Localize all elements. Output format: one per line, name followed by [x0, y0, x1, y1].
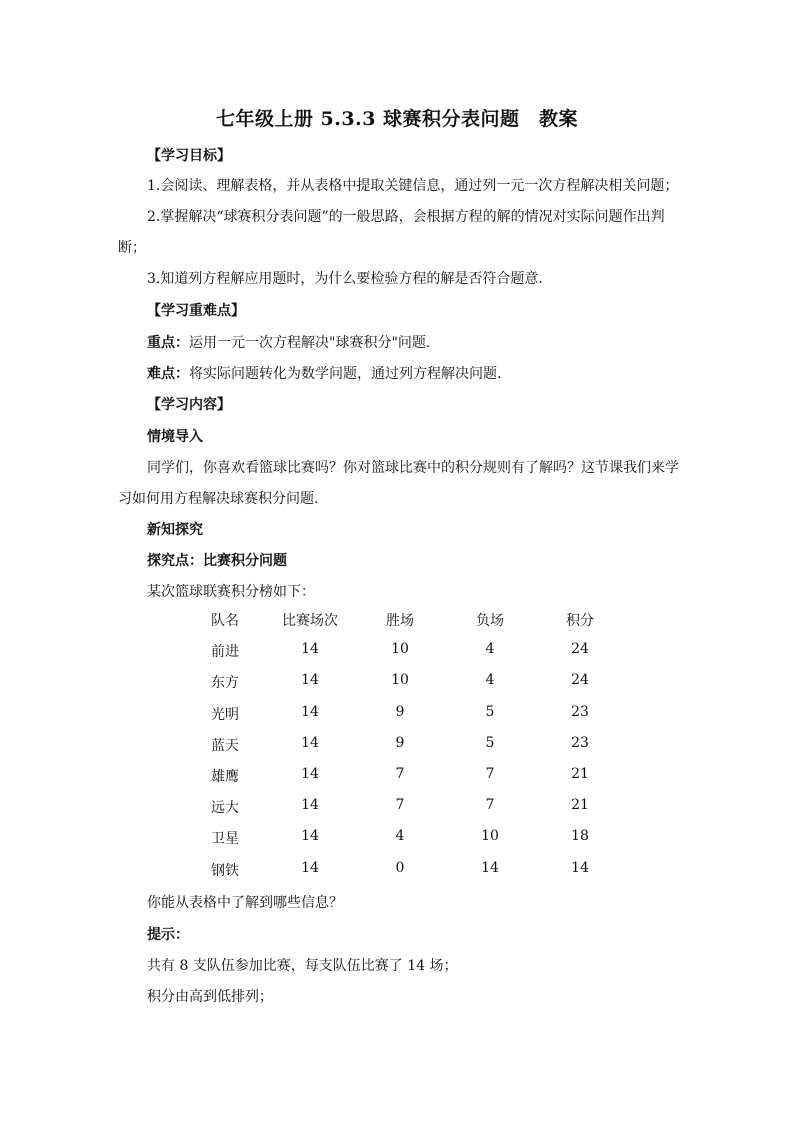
objective-2-line-2: 断； [118, 240, 146, 256]
cell-games: 14 [301, 672, 319, 689]
table-row [200, 635, 620, 666]
objective-2-line-1: 2.掌握解决“球赛积分表问题”的一般思路，会根据方程的解的情况对实际问题作出判 [147, 209, 665, 225]
cell-team: 远大 [211, 800, 239, 817]
header-games: 比赛场次 [282, 613, 338, 629]
hint-1: 共有 8 支队伍参加比赛，每支队伍比赛了 14 场； [147, 958, 458, 974]
keypoint-label: 重点： [147, 335, 189, 351]
table-header-row [200, 604, 620, 635]
table-intro: 某次篮球联赛积分榜如下： [147, 584, 315, 600]
hint-2: 积分由高到低排列； [147, 989, 273, 1005]
table-row [200, 729, 620, 760]
cell-losses: 7 [485, 765, 495, 782]
cell-wins: 10 [391, 672, 409, 689]
cell-games: 14 [301, 703, 319, 720]
cell-points: 21 [571, 765, 589, 782]
cell-games: 14 [301, 828, 319, 845]
header-losses: 负场 [476, 613, 504, 629]
cell-wins: 7 [395, 797, 405, 814]
table-row [200, 760, 620, 791]
intro-line-1: 同学们，你喜欢看篮球比赛吗？你对篮球比赛中的积分规则有了解吗？这节课我们来学 [147, 460, 679, 476]
keypoint [147, 333, 430, 353]
difficulty-label: 难点： [147, 366, 189, 382]
cell-losses: 4 [485, 641, 495, 658]
objective-1: 1.会阅读、理解表格，并从表格中提取关键信息，通过列一元一次方程解决相关问题； [147, 178, 679, 194]
header-points: 积分 [566, 613, 594, 629]
cell-games: 14 [301, 641, 319, 658]
difficulty-text: 将实际问题转化为数学问题，通过列方程解决问题. [189, 366, 502, 382]
cell-losses: 5 [485, 703, 495, 720]
cell-losses: 5 [485, 734, 495, 751]
cell-points: 23 [571, 734, 589, 751]
cell-losses: 14 [481, 859, 499, 876]
section-content-heading: 【学习内容】 [147, 397, 231, 413]
question-text: 你能从表格中了解到哪些信息？ [147, 895, 343, 911]
table-row [200, 822, 620, 853]
cell-points: 24 [571, 672, 589, 689]
intro-line-2: 习如何用方程解决球赛积分问题. [118, 491, 319, 507]
new-knowledge-heading: 新知探究 [147, 522, 203, 538]
cell-losses: 7 [485, 797, 495, 814]
cell-points: 18 [571, 828, 589, 845]
cell-losses: 10 [481, 828, 499, 845]
table-row [200, 791, 620, 822]
section-keypoints-heading: 【学习重难点】 [147, 303, 245, 319]
page-title: 七年级上册 5.3.3 球赛积分表问题 教案 [215, 108, 579, 130]
cell-games: 14 [301, 859, 319, 876]
table-row [200, 698, 620, 729]
explore-heading: 探究点：比赛积分问题 [147, 553, 287, 569]
cell-wins: 9 [395, 703, 405, 720]
header-wins: 胜场 [386, 613, 414, 629]
cell-team: 东方 [211, 675, 239, 692]
intro-heading: 情境导入 [147, 429, 203, 445]
cell-team: 蓝天 [211, 737, 239, 754]
cell-team: 钢铁 [211, 862, 239, 879]
cell-points: 14 [571, 859, 589, 876]
cell-team: 卫星 [211, 831, 239, 848]
standings-table [200, 604, 620, 885]
cell-games: 14 [301, 797, 319, 814]
cell-games: 14 [301, 765, 319, 782]
cell-points: 21 [571, 797, 589, 814]
cell-wins: 4 [395, 828, 405, 845]
cell-games: 14 [301, 734, 319, 751]
header-team: 队名 [211, 613, 239, 629]
hint-label: 提示： [147, 927, 189, 943]
cell-team: 前进 [211, 644, 239, 661]
objective-3: 3.知道列方程解应用题时，为什么要检验方程的解是否符合题意. [147, 271, 543, 287]
cell-team: 雄鹰 [211, 768, 239, 785]
cell-losses: 4 [485, 672, 495, 689]
cell-wins: 10 [391, 641, 409, 658]
keypoint-text: 运用一元一次方程解决"球赛积分"问题. [189, 335, 431, 351]
cell-points: 24 [571, 641, 589, 658]
cell-points: 23 [571, 703, 589, 720]
cell-wins: 9 [395, 734, 405, 751]
cell-wins: 0 [395, 859, 405, 876]
cell-wins: 7 [395, 765, 405, 782]
section-objectives-heading: 【学习目标】 [147, 148, 231, 164]
difficulty [147, 364, 501, 384]
cell-team: 光明 [211, 706, 239, 723]
table-row [200, 854, 620, 885]
table-row [200, 666, 620, 697]
